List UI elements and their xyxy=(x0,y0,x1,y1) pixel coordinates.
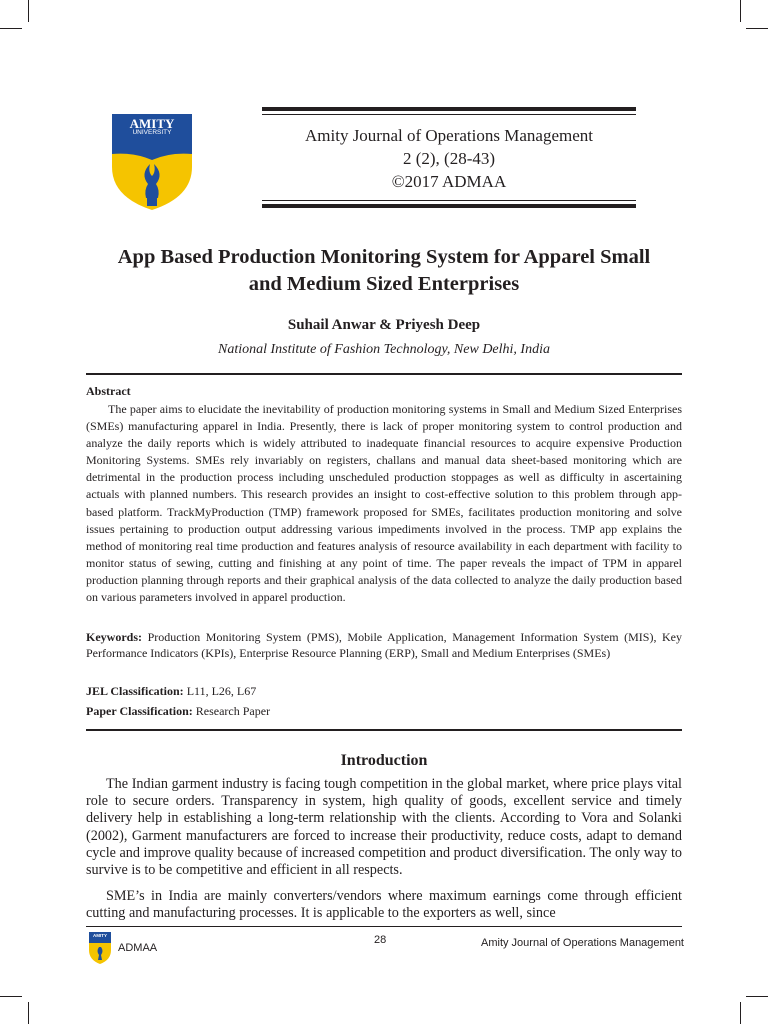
introduction-heading: Introduction xyxy=(340,752,428,769)
abstract-heading: Abstract xyxy=(86,384,131,398)
footer-rule xyxy=(86,926,682,927)
logo-text-amity: AMITY xyxy=(129,116,175,131)
article-title-line2: and Medium Sized Enterprises xyxy=(248,273,520,295)
keywords-text: Production Monitoring System (PMS), Mobile Application, Management Information System (MIS), Key Performance Indicators (KPIs), Enterprise Resource Planning (ERP), Small and Medium Enterprises (SMEs) xyxy=(86,630,683,660)
article-affiliation: National Institute of Fashion Technology, New Delhi, India xyxy=(218,342,550,357)
crop-mark xyxy=(0,28,22,29)
introduction-paragraph-2: SME’s in India are mainly converters/vendors where maximum earnings come through efficient cutting and manufacturing processes. It is applicable to the exporters as well, since xyxy=(86,888,682,922)
footer-logo-text: AMITY xyxy=(93,933,107,938)
header-top-rule xyxy=(262,107,636,111)
amity-university-logo xyxy=(110,112,194,212)
logo-text-university: UNIVERSITY xyxy=(132,129,172,136)
header-top-rule-thin xyxy=(262,114,636,115)
jel-label: JEL Classification: xyxy=(86,684,184,698)
footer-journal: Amity Journal of Operations Management xyxy=(481,937,684,949)
footer-page-number: 28 xyxy=(374,934,387,946)
paper-classification xyxy=(86,704,682,720)
abstract-top-rule xyxy=(86,373,682,375)
article-authors: Suhail Anwar & Priyesh Deep xyxy=(287,317,481,333)
crop-mark xyxy=(28,1002,29,1024)
jel-classification xyxy=(86,684,682,700)
paper-class-text: Research Paper xyxy=(195,704,271,718)
jel-text: L11, L26, L67 xyxy=(186,684,257,698)
crop-mark xyxy=(740,1002,741,1024)
header-bottom-rule xyxy=(262,204,636,208)
keywords-label: Keywords: xyxy=(86,630,142,644)
journal-volume: 2 (2), (28-43) xyxy=(402,149,496,168)
journal-name: Amity Journal of Operations Management xyxy=(305,126,593,145)
footer-logo xyxy=(88,931,112,965)
crop-mark xyxy=(28,0,29,22)
introduction-paragraph-1: The Indian garment industry is facing tough competition in the global market, where price plays vital role to secure orders. Transparency in system, high quality of goods, excellent service and timely delivery help in establishing a long-term relationship with the clients. According to Vora and Solanki (2002), Garment manufacturers are forced to increase their productivity, reduce costs, adapt to demand cycle and improve quality because of increased competition and product diversification. The only way to survive is to be competitive and efficient in all respects. xyxy=(86,776,682,879)
journal-copyright: ©2017 ADMAA xyxy=(391,172,507,191)
crop-mark xyxy=(746,996,768,997)
footer-publisher: ADMAA xyxy=(118,942,158,954)
paper-class-label: Paper Classification: xyxy=(86,704,193,718)
crop-mark xyxy=(740,0,741,22)
abstract-text: The paper aims to elucidate the inevitability of production monitoring systems in Small and Medium Sized Enterprises (SMEs) manufacturing apparel in India. Presently, there is lack of proper monitoring system to control production and analyze the daily reports which is widely attributed to inadequate financial resources to acquire expensive Production Monitoring Systems. SMEs rely invariably on registers, challans and manual data sheet-based monitoring which are detrimental in the production process including unscheduled production stoppages as well as difficulty in ascertaining actuals with planned numbers. This research provides an insight to cost-effective solution to this problem through app-based platform. TrackMyProduction (TMP) framework proposed for SMEs, facilitates production monitoring and solve issues pertaining to production output addressing various impediments involved in the process. TMP app explains the method of monitoring real time production and features analysis of resource availability in each department with facility to monitor status of sewing, cutting and finishing at any point of time. The paper reveals the impact of TPM in apparel production planning through reports and their graphical analysis of the data collected to analyze the daily production based on various parameters involved in apparel production. xyxy=(86,402,682,605)
article-title-line1: App Based Production Monitoring System for Apparel Small xyxy=(117,246,651,268)
keywords-block xyxy=(86,630,682,661)
abstract-bottom-rule xyxy=(86,729,682,731)
header-bottom-rule-thin xyxy=(262,200,636,201)
crop-mark xyxy=(0,996,22,997)
crop-mark xyxy=(746,28,768,29)
